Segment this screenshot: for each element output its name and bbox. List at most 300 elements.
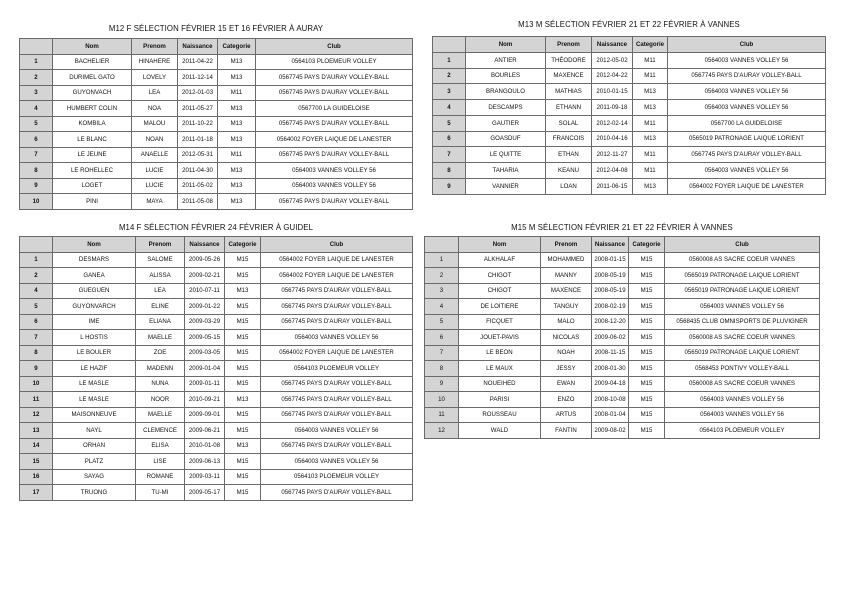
table-row — [433, 115, 826, 131]
nom-cell: GOASDUF — [466, 131, 546, 147]
club-cell: 0560008 AS SACRE COEUR VANNES — [665, 252, 820, 268]
row-number: 5 — [433, 115, 466, 131]
categorie-cell: M13 — [633, 100, 668, 116]
club-cell: 0564003 VANNES VOLLEY 56 — [256, 178, 413, 194]
naissance-cell: 2008-05-19 — [592, 268, 629, 284]
naissance-cell: 2012-05-31 — [178, 147, 218, 163]
prenom-cell: TANGUY — [541, 299, 592, 315]
naissance-cell: 2010-09-21 — [185, 392, 225, 408]
table-row — [433, 52, 826, 68]
naissance-cell: 2012-05-02 — [592, 52, 633, 68]
naissance-cell: 2009-05-15 — [185, 330, 225, 346]
nom-cell: BOURLES — [466, 68, 546, 84]
nom-cell: NOUEIHED — [459, 376, 541, 392]
naissance-cell: 2011-05-08 — [178, 194, 218, 210]
naissance-cell: 2009-01-04 — [185, 361, 225, 377]
naissance-cell: 2012-02-14 — [592, 115, 633, 131]
prenom-cell: FANTIN — [541, 423, 592, 439]
club-cell: 0567745 PAYS D'AURAY VOLLEY-BALL — [261, 314, 413, 330]
club-cell: 0560008 AS SACRE COEUR VANNES — [665, 376, 820, 392]
row-number: 8 — [20, 163, 53, 179]
nom-cell: MAISONNEUVE — [53, 407, 136, 423]
categorie-cell: M15 — [629, 283, 665, 299]
prenom-cell: EWAN — [541, 376, 592, 392]
naissance-cell: 2008-01-04 — [592, 407, 629, 423]
row-number: 2 — [20, 70, 53, 86]
naissance-cell: 2009-01-11 — [185, 376, 225, 392]
nom-cell: LE HAZIF — [53, 361, 136, 377]
nom-cell: VANNIER — [466, 178, 546, 194]
column-header: Categorie — [633, 37, 668, 53]
table-row — [20, 361, 413, 377]
nom-cell: CHIGOT — [459, 268, 541, 284]
prenom-cell: MALOU — [132, 116, 178, 132]
row-number: 2 — [433, 68, 466, 84]
m15-m-table — [424, 236, 820, 439]
club-cell: 0564103 PLOEMEUR VOLLEY — [261, 361, 413, 377]
club-cell: 0564003 VANNES VOLLEY 56 — [668, 100, 826, 116]
nom-cell: IME — [53, 314, 136, 330]
table-header-row — [425, 237, 820, 253]
club-cell: 0565019 PATRONAGE LAIQUE LORIENT — [665, 345, 820, 361]
club-cell: 0567745 PAYS D'AURAY VOLLEY-BALL — [261, 283, 413, 299]
prenom-cell: MALO — [541, 314, 592, 330]
categorie-cell: M13 — [218, 163, 256, 179]
naissance-cell: 2009-06-02 — [592, 330, 629, 346]
row-number: 3 — [425, 283, 459, 299]
club-cell: 0568453 PONTIVY VOLLEY-BALL — [665, 361, 820, 377]
table-row — [433, 163, 826, 179]
categorie-cell: M15 — [629, 376, 665, 392]
prenom-cell: MAELLE — [136, 407, 185, 423]
club-cell: 0564103 PLOEMEUR VOLLEY — [256, 54, 413, 70]
nom-cell: CHIGOT — [459, 283, 541, 299]
table-row — [425, 345, 820, 361]
row-number: 10 — [425, 392, 459, 408]
nom-cell: SAYAG — [53, 469, 136, 485]
naissance-cell: 2008-11-15 — [592, 345, 629, 361]
nom-cell: BACHELIER — [53, 54, 132, 70]
table-header-row — [20, 39, 413, 55]
prenom-cell: ETHAN — [546, 147, 592, 163]
club-cell: 0564003 VANNES VOLLEY 56 — [668, 84, 826, 100]
table-row — [425, 407, 820, 423]
table-row — [20, 268, 413, 284]
column-header: Prenom — [541, 237, 592, 253]
prenom-cell: ELIANA — [136, 314, 185, 330]
row-number: 14 — [20, 438, 53, 454]
row-number: 13 — [20, 423, 53, 439]
row-number: 7 — [20, 147, 53, 163]
table-row — [20, 147, 413, 163]
categorie-cell: M15 — [629, 423, 665, 439]
nom-cell: ANTIER — [466, 52, 546, 68]
table-row — [20, 178, 413, 194]
row-number: 6 — [425, 330, 459, 346]
prenom-cell: LEA — [132, 85, 178, 101]
table-row — [433, 100, 826, 116]
categorie-cell: M15 — [225, 252, 261, 268]
nom-cell: ROUSSEAU — [459, 407, 541, 423]
prenom-cell: JESSY — [541, 361, 592, 377]
naissance-cell: 2011-12-14 — [178, 70, 218, 86]
row-number: 15 — [20, 454, 53, 470]
prenom-cell: LUCIE — [132, 178, 178, 194]
naissance-cell: 2009-02-21 — [185, 268, 225, 284]
prenom-cell: ENZO — [541, 392, 592, 408]
prenom-cell: NOAH — [541, 345, 592, 361]
nom-cell: KOMBILA — [53, 116, 132, 132]
row-number: 8 — [20, 345, 53, 361]
table-row — [20, 423, 413, 439]
naissance-cell: 2008-10-08 — [592, 392, 629, 408]
row-number: 8 — [425, 361, 459, 377]
table-row — [433, 147, 826, 163]
prenom-cell: LOAN — [546, 178, 592, 194]
prenom-cell: ROMANE — [136, 469, 185, 485]
nom-cell: BRANGOULO — [466, 84, 546, 100]
naissance-cell: 2012-11-27 — [592, 147, 633, 163]
club-cell: 0564103 PLOEMEUR VOLLEY — [261, 469, 413, 485]
column-header: Nom — [459, 237, 541, 253]
row-number: 9 — [20, 361, 53, 377]
naissance-cell: 2009-06-13 — [185, 454, 225, 470]
nom-cell: FICQUET — [459, 314, 541, 330]
naissance-cell: 2008-05-19 — [592, 283, 629, 299]
naissance-cell: 2010-07-11 — [185, 283, 225, 299]
club-cell: 0564002 FOYER LAIQUE DE LANESTER — [668, 178, 826, 194]
table-row — [425, 330, 820, 346]
naissance-cell: 2011-01-18 — [178, 132, 218, 148]
table-header-row — [20, 237, 413, 253]
prenom-cell: MANNY — [541, 268, 592, 284]
table-row — [20, 469, 413, 485]
table-row — [20, 345, 413, 361]
categorie-cell: M15 — [225, 376, 261, 392]
column-header: Prenom — [546, 37, 592, 53]
categorie-cell: M13 — [218, 194, 256, 210]
categorie-cell: M11 — [633, 68, 668, 84]
naissance-cell: 2009-05-26 — [185, 252, 225, 268]
table-row — [433, 178, 826, 194]
column-header: Club — [256, 39, 413, 55]
nom-cell: TAHARIA — [466, 163, 546, 179]
row-number: 11 — [425, 407, 459, 423]
categorie-cell: M15 — [225, 469, 261, 485]
club-cell: 0565019 PATRONAGE LAIQUE LORIENT — [665, 268, 820, 284]
table-row — [20, 132, 413, 148]
categorie-cell: M11 — [633, 147, 668, 163]
club-cell: 0564003 VANNES VOLLEY 56 — [665, 299, 820, 315]
table-row — [20, 252, 413, 268]
row-number: 9 — [425, 376, 459, 392]
club-cell: 0564003 VANNES VOLLEY 56 — [665, 407, 820, 423]
column-header: Club — [261, 237, 413, 253]
table-row — [425, 423, 820, 439]
prenom-cell: LISE — [136, 454, 185, 470]
table-row — [20, 454, 413, 470]
club-cell: 0564003 VANNES VOLLEY 56 — [261, 330, 413, 346]
row-number: 5 — [425, 314, 459, 330]
categorie-cell: M13 — [218, 54, 256, 70]
nom-cell: DESMARS — [53, 252, 136, 268]
row-number-header — [20, 39, 53, 55]
club-cell: 0567745 PAYS D'AURAY VOLLEY-BALL — [261, 392, 413, 408]
prenom-cell: MAXENCE — [546, 68, 592, 84]
naissance-cell: 2009-06-21 — [185, 423, 225, 439]
naissance-cell: 2011-06-15 — [592, 178, 633, 194]
row-number: 4 — [20, 283, 53, 299]
naissance-cell: 2009-05-17 — [185, 485, 225, 501]
nom-cell: LOGET — [53, 178, 132, 194]
prenom-cell: NUNA — [136, 376, 185, 392]
row-number: 6 — [20, 314, 53, 330]
club-cell: 0564003 VANNES VOLLEY 56 — [261, 423, 413, 439]
club-cell: 0564002 FOYER LAIQUE DE LANESTER — [261, 252, 413, 268]
table-row — [20, 101, 413, 117]
categorie-cell: M15 — [225, 407, 261, 423]
prenom-cell: SALOME — [136, 252, 185, 268]
prenom-cell: CLEMENCE — [136, 423, 185, 439]
club-cell: 0567745 PAYS D'AURAY VOLLEY-BALL — [261, 376, 413, 392]
nom-cell: LE JEUNE — [53, 147, 132, 163]
naissance-cell: 2011-10-22 — [178, 116, 218, 132]
categorie-cell: M15 — [225, 314, 261, 330]
table-title: M15 M SÉLECTION FÉVRIER 21 ET 22 FÉVRIER À VANNES — [511, 223, 733, 232]
prenom-cell: LUCIE — [132, 163, 178, 179]
club-cell: 0567745 PAYS D'AURAY VOLLEY-BALL — [261, 299, 413, 315]
prenom-cell: NOA — [132, 101, 178, 117]
row-number: 9 — [433, 178, 466, 194]
row-number: 10 — [20, 194, 53, 210]
column-header: Nom — [466, 37, 546, 53]
row-number: 1 — [433, 52, 466, 68]
naissance-cell: 2012-01-03 — [178, 85, 218, 101]
nom-cell: LE BEON — [459, 345, 541, 361]
prenom-cell: THÉODORE — [546, 52, 592, 68]
prenom-cell: NOOR — [136, 392, 185, 408]
table-row — [425, 392, 820, 408]
nom-cell: LE MASLE — [53, 392, 136, 408]
row-number: 5 — [20, 299, 53, 315]
club-cell: 0564002 FOYER LAIQUE DE LANESTER — [261, 268, 413, 284]
row-number-header — [433, 37, 466, 53]
nom-cell: DE LOITIERE — [459, 299, 541, 315]
nom-cell: ORHAN — [53, 438, 136, 454]
club-cell: 0567745 PAYS D'AURAY VOLLEY-BALL — [668, 68, 826, 84]
naissance-cell: 2011-05-27 — [178, 101, 218, 117]
categorie-cell: M15 — [225, 268, 261, 284]
categorie-cell: M13 — [225, 283, 261, 299]
row-number: 4 — [433, 100, 466, 116]
naissance-cell: 2012-04-22 — [592, 68, 633, 84]
nom-cell: GUYONVACH — [53, 85, 132, 101]
naissance-cell: 2009-08-02 — [592, 423, 629, 439]
prenom-cell: TU-MI — [136, 485, 185, 501]
club-cell: 0564003 VANNES VOLLEY 56 — [668, 52, 826, 68]
naissance-cell: 2012-04-08 — [592, 163, 633, 179]
club-cell: 0568435 CLUB OMNISPORTS DE PLUVIGNER — [665, 314, 820, 330]
row-number: 7 — [433, 147, 466, 163]
table-row — [20, 330, 413, 346]
table-row — [20, 299, 413, 315]
prenom-cell: ANAELLE — [132, 147, 178, 163]
prenom-cell: ELINE — [136, 299, 185, 315]
table-title: M14 F SÉLECTION FÉVRIER 24 FÉVRIER À GUIDEL — [118, 223, 314, 232]
table-row — [433, 131, 826, 147]
club-cell: 0567745 PAYS D'AURAY VOLLEY-BALL — [256, 194, 413, 210]
nom-cell: LE ROHELLEC — [53, 163, 132, 179]
prenom-cell: MAXENCE — [541, 283, 592, 299]
club-cell: 0560008 AS SACRE COEUR VANNES — [665, 330, 820, 346]
row-number: 5 — [20, 116, 53, 132]
club-cell: 0567745 PAYS D'AURAY VOLLEY-BALL — [256, 70, 413, 86]
nom-cell: NAYL — [53, 423, 136, 439]
club-cell: 0567700 LA GUIDELOISE — [668, 115, 826, 131]
row-number-header — [425, 237, 459, 253]
row-number: 10 — [20, 376, 53, 392]
naissance-cell: 2011-09-18 — [592, 100, 633, 116]
column-header: Nom — [53, 39, 132, 55]
categorie-cell: M15 — [225, 485, 261, 501]
naissance-cell: 2010-01-08 — [185, 438, 225, 454]
row-number: 12 — [425, 423, 459, 439]
club-cell: 0567745 PAYS D'AURAY VOLLEY-BALL — [668, 147, 826, 163]
prenom-cell: MOHAMMED — [541, 252, 592, 268]
prenom-cell: ALISSA — [136, 268, 185, 284]
categorie-cell: M15 — [225, 361, 261, 377]
prenom-cell: SOLAL — [546, 115, 592, 131]
club-cell: 0564003 VANNES VOLLEY 56 — [668, 163, 826, 179]
naissance-cell: 2008-12-20 — [592, 314, 629, 330]
table-row — [20, 392, 413, 408]
naissance-cell: 2009-01-22 — [185, 299, 225, 315]
prenom-cell: ETHANN — [546, 100, 592, 116]
categorie-cell: M15 — [629, 407, 665, 423]
nom-cell: LE MAUX — [459, 361, 541, 377]
prenom-cell: NICOLAS — [541, 330, 592, 346]
categorie-cell: M11 — [633, 52, 668, 68]
naissance-cell: 2011-04-22 — [178, 54, 218, 70]
table-row — [20, 194, 413, 210]
club-cell: 0567700 LA GUIDELOISE — [256, 101, 413, 117]
prenom-cell: ARTUS — [541, 407, 592, 423]
club-cell: 0564003 VANNES VOLLEY 56 — [256, 163, 413, 179]
nom-cell: PINI — [53, 194, 132, 210]
naissance-cell: 2009-04-18 — [592, 376, 629, 392]
column-header: Naissance — [178, 39, 218, 55]
club-cell: 0564103 PLOEMEUR VOLLEY — [665, 423, 820, 439]
column-header: Nom — [53, 237, 136, 253]
categorie-cell: M13 — [218, 70, 256, 86]
nom-cell: LE BLANC — [53, 132, 132, 148]
categorie-cell: M15 — [629, 252, 665, 268]
nom-cell: TRUONG — [53, 485, 136, 501]
prenom-cell: MAELLE — [136, 330, 185, 346]
categorie-cell: M11 — [218, 85, 256, 101]
club-cell: 0567745 PAYS D'AURAY VOLLEY-BALL — [256, 85, 413, 101]
categorie-cell: M11 — [633, 163, 668, 179]
m14-f-table — [19, 236, 413, 501]
naissance-cell: 2010-01-15 — [592, 84, 633, 100]
categorie-cell: M15 — [225, 454, 261, 470]
categorie-cell: M13 — [633, 84, 668, 100]
categorie-cell: M15 — [629, 392, 665, 408]
nom-cell: DESCAMPS — [466, 100, 546, 116]
club-cell: 0565019 PATRONAGE LAIQUE LORIENT — [668, 131, 826, 147]
prenom-cell: MADENN — [136, 361, 185, 377]
table-row — [425, 314, 820, 330]
categorie-cell: M13 — [225, 438, 261, 454]
row-number: 7 — [425, 345, 459, 361]
column-header: Club — [665, 237, 820, 253]
table-row — [20, 283, 413, 299]
row-number: 16 — [20, 469, 53, 485]
table-row — [20, 438, 413, 454]
row-number-header — [20, 237, 53, 253]
club-cell: 0565019 PATRONAGE LAIQUE LORIENT — [665, 283, 820, 299]
column-header: Naissance — [592, 37, 633, 53]
prenom-cell: LEA — [136, 283, 185, 299]
column-header: Categorie — [629, 237, 665, 253]
nom-cell: PARISI — [459, 392, 541, 408]
table-row — [20, 407, 413, 423]
m13-m-table — [432, 36, 826, 195]
naissance-cell: 2008-01-30 — [592, 361, 629, 377]
nom-cell: PLATZ — [53, 454, 136, 470]
nom-cell: WALD — [459, 423, 541, 439]
row-number: 6 — [20, 132, 53, 148]
club-cell: 0564003 VANNES VOLLEY 56 — [665, 392, 820, 408]
table-title: M13 M SÉLECTION FÉVRIER 21 ET 22 FÉVRIER À VANNES — [518, 20, 740, 29]
row-number: 9 — [20, 178, 53, 194]
prenom-cell: KEANU — [546, 163, 592, 179]
categorie-cell: M15 — [225, 330, 261, 346]
nom-cell: GAUTIER — [466, 115, 546, 131]
categorie-cell: M13 — [633, 131, 668, 147]
naissance-cell: 2008-02-19 — [592, 299, 629, 315]
prenom-cell: FRANCOIS — [546, 131, 592, 147]
row-number: 8 — [433, 163, 466, 179]
table-row — [433, 84, 826, 100]
row-number: 3 — [433, 84, 466, 100]
nom-cell: LE QUITTE — [466, 147, 546, 163]
nom-cell: GUEGUEN — [53, 283, 136, 299]
table-row — [425, 252, 820, 268]
nom-cell: JOUET-PAVIS — [459, 330, 541, 346]
row-number: 11 — [20, 392, 53, 408]
row-number: 6 — [433, 131, 466, 147]
table-title: M12 F SÉLECTION FÉVRIER 15 ET 16 FÉVRIER À AURAY — [108, 24, 324, 33]
column-header: Naissance — [592, 237, 629, 253]
row-number: 17 — [20, 485, 53, 501]
nom-cell: GUYONVARCH — [53, 299, 136, 315]
row-number: 1 — [20, 252, 53, 268]
categorie-cell: M15 — [629, 361, 665, 377]
table-row — [425, 283, 820, 299]
naissance-cell: 2009-03-05 — [185, 345, 225, 361]
row-number: 2 — [425, 268, 459, 284]
prenom-cell: HINAHERE — [132, 54, 178, 70]
nom-cell: LE BOULER — [53, 345, 136, 361]
table-header-row — [433, 37, 826, 53]
categorie-cell: M15 — [225, 345, 261, 361]
categorie-cell: M13 — [225, 392, 261, 408]
column-header: Categorie — [218, 39, 256, 55]
table-row — [20, 163, 413, 179]
table-row — [425, 268, 820, 284]
m12-f-table — [19, 38, 413, 210]
